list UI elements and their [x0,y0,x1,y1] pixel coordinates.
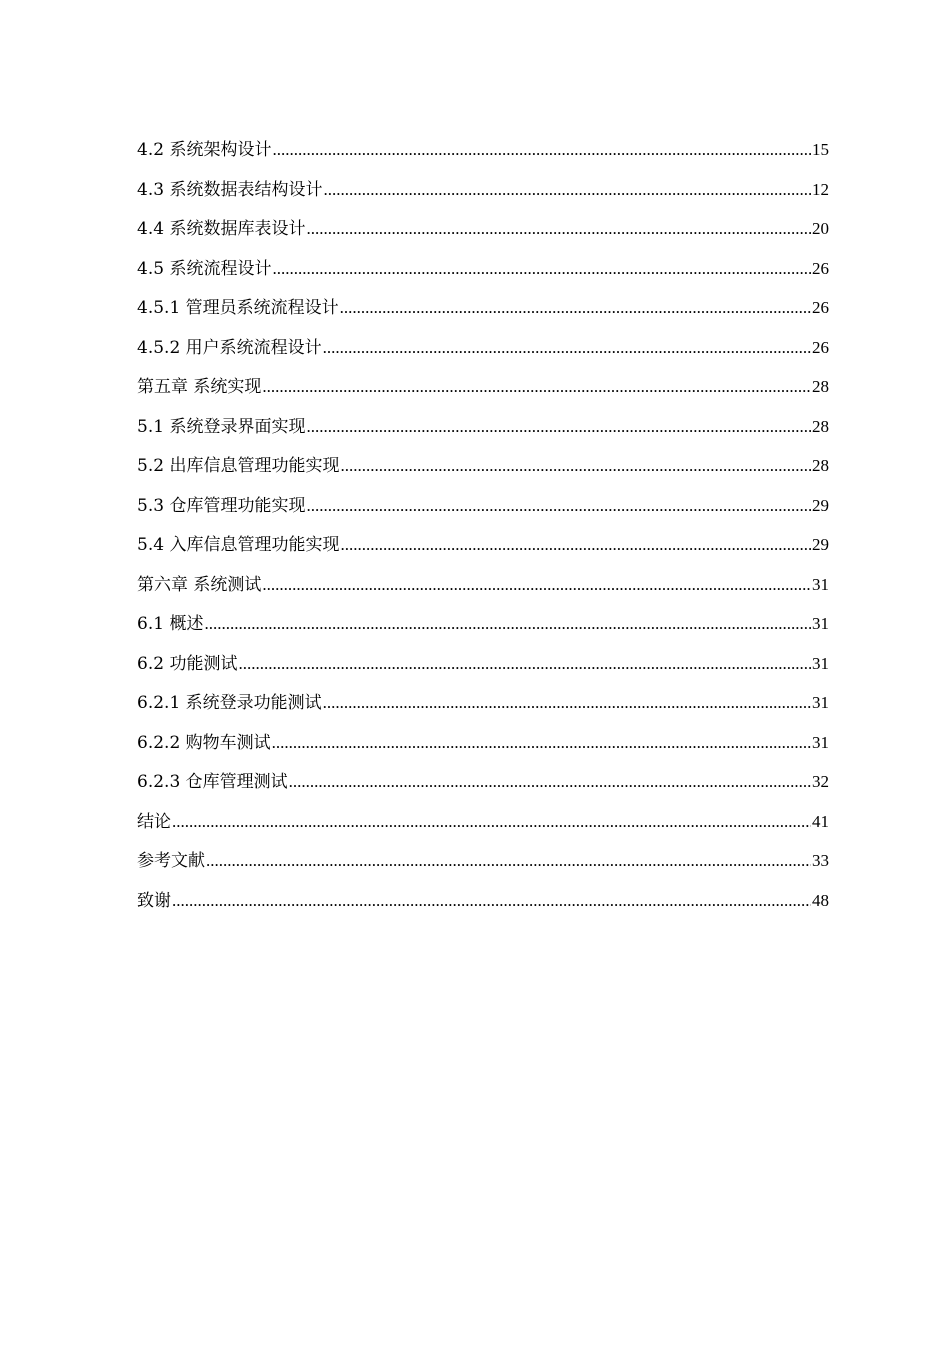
toc-dot-leader [272,258,811,280]
toc-entry [137,179,829,219]
toc-dot-leader [262,376,811,398]
toc-entry-page-number: 28 [812,377,829,396]
toc-entry-title: 5.3 仓库管理功能实现 [137,495,306,516]
toc-entry [137,613,829,653]
toc-entry-page-number: 29 [812,535,829,554]
toc-dot-leader [204,613,811,635]
toc-entry-page-number: 26 [812,337,829,357]
toc-entry-page-number: 31 [812,574,829,594]
toc-dot-leader [340,534,811,556]
toc-entry [137,495,829,535]
toc-entry [137,455,829,495]
toc-entry-title: 5.1 系统登录界面实现 [137,416,306,437]
toc-dot-leader [272,139,811,161]
toc-entry-page-number: 48 [812,890,829,910]
toc-entry-page-number: 28 [812,456,829,475]
toc-entry-title: 6.2 功能测试 [137,653,238,674]
toc-entry [137,574,829,614]
toc-entry [137,653,829,693]
toc-entry-title: 5.2 出库信息管理功能实现 [137,456,340,476]
toc-entry [137,771,829,811]
toc-entry [137,139,829,179]
toc-entry [137,850,829,890]
toc-dot-leader [289,771,811,793]
toc-entry [137,337,829,377]
toc-dot-leader [306,218,811,240]
toc-dot-leader [323,337,811,359]
toc-entry [137,416,829,456]
toc-entry [137,297,829,337]
toc-entry-title: 5.4 入库信息管理功能实现 [137,535,340,555]
toc-entry-page-number: 26 [812,258,829,278]
toc-entry-page-number: 29 [812,495,829,515]
toc-entry [137,534,829,574]
toc-entry-title: 6.2.3 仓库管理测试 [137,772,288,792]
toc-entry-title: 4.3 系统数据表结构设计 [137,179,323,200]
toc-entry-page-number: 41 [812,811,829,831]
toc-entry-title: 4.4 系统数据库表设计 [137,219,306,239]
toc-entry-page-number: 15 [812,140,829,159]
toc-entry-title: 第五章 系统实现 [137,377,262,397]
toc-entry-title: 结论 [137,811,171,832]
toc-entry [137,258,829,298]
toc-entry [137,890,829,930]
toc-entry-title: 4.5.1 管理员系统流程设计 [137,298,339,318]
toc-entry-title: 致谢 [137,890,171,911]
toc-entry-page-number: 32 [812,772,829,791]
toc-entry-page-number: 31 [812,732,829,752]
toc-entry-page-number: 31 [812,653,829,673]
toc-entry-title: 参考文献 [137,851,205,871]
toc-entry [137,218,829,258]
toc-entry-title: 4.2 系统架构设计 [137,140,272,160]
toc-entry-title: 4.5 系统流程设计 [137,258,272,279]
toc-dot-leader [340,455,811,477]
toc-entry-page-number: 20 [812,219,829,238]
toc-dot-leader [206,850,811,872]
toc-entry-page-number: 31 [812,614,829,633]
toc-dot-leader [272,732,811,754]
table-of-contents [137,139,829,929]
toc-entry [137,811,829,851]
toc-entry-page-number: 31 [812,693,829,712]
toc-dot-leader [323,179,811,201]
toc-entry [137,732,829,772]
toc-dot-leader [172,890,811,912]
toc-dot-leader [172,811,811,833]
toc-entry-page-number: 12 [812,179,829,199]
toc-dot-leader [238,653,811,675]
toc-entry-title: 第六章 系统测试 [137,574,262,595]
toc-dot-leader [262,574,811,596]
toc-entry-title: 4.5.2 用户系统流程设计 [137,337,322,358]
toc-entry-title: 6.2.1 系统登录功能测试 [137,693,322,713]
toc-dot-leader [306,495,811,517]
toc-dot-leader [323,692,811,714]
toc-entry-page-number: 33 [812,851,829,870]
toc-entry [137,376,829,416]
toc-entry-title: 6.1 概述 [137,614,204,634]
toc-dot-leader [340,297,811,319]
toc-entry-page-number: 26 [812,298,829,317]
toc-entry [137,692,829,732]
toc-entry-page-number: 28 [812,416,829,436]
toc-dot-leader [306,416,811,438]
toc-entry-title: 6.2.2 购物车测试 [137,732,271,753]
